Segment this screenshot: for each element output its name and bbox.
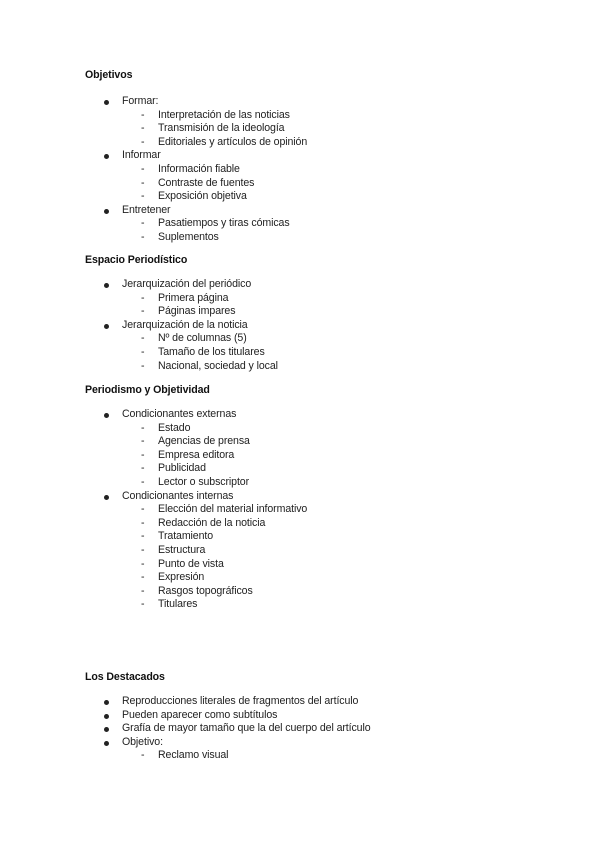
sub-list-item: - Titulares — [0, 598, 307, 612]
section-list — [0, 408, 307, 612]
list-item: Reproducciones literales de fragmentos del artículo — [0, 695, 371, 709]
sub-list-item: - Nacional, sociedad y local — [0, 360, 278, 374]
sub-list-item: - Tamaño de los titulares — [0, 346, 278, 360]
list-item: Formar: — [0, 95, 307, 109]
section-heading: Los Destacados — [85, 671, 165, 683]
list-item: Entretener — [0, 204, 307, 218]
sub-list-item: - Nº de columnas (5) — [0, 332, 278, 346]
sub-list-item: - Interpretación de las noticias — [0, 109, 307, 123]
sub-list-item: - Agencias de prensa — [0, 435, 307, 449]
section-heading: Espacio Periodístico — [85, 254, 188, 266]
sub-list-item: - Transmisión de la ideología — [0, 122, 307, 136]
sub-list-item: - Tratamiento — [0, 530, 307, 544]
list-item: Pueden aparecer como subtítulos — [0, 709, 371, 723]
sub-list-item: - Empresa editora — [0, 449, 307, 463]
sub-list-item: - Elección del material informativo — [0, 503, 307, 517]
sub-list-item: - Redacción de la noticia — [0, 517, 307, 531]
sub-list-item: - Estado — [0, 422, 307, 436]
list-item: Grafía de mayor tamaño que la del cuerpo del artículo — [0, 722, 371, 736]
sub-list-item: - Expresión — [0, 571, 307, 585]
list-item: Condicionantes internas — [0, 490, 307, 504]
list-item: Objetivo: — [0, 736, 371, 750]
list-item: Jerarquización del periódico — [0, 278, 278, 292]
sub-list-item: - Lector o subscriptor — [0, 476, 307, 490]
list-item: Informar — [0, 149, 307, 163]
sub-list-item: - Punto de vista — [0, 558, 307, 572]
section-list — [0, 95, 307, 245]
sub-list-item: - Exposición objetiva — [0, 190, 307, 204]
sub-list-item: - Rasgos topográficos — [0, 585, 307, 599]
sub-list-item: - Información fiable — [0, 163, 307, 177]
section-heading: Objetivos — [85, 69, 133, 81]
section-list — [0, 278, 278, 373]
list-item: Condicionantes externas — [0, 408, 307, 422]
sub-list-item: - Páginas impares — [0, 305, 278, 319]
sub-list-item: - Contraste de fuentes — [0, 177, 307, 191]
section-heading: Periodismo y Objetividad — [85, 384, 210, 396]
sub-list-item: - Primera página — [0, 292, 278, 306]
sub-list-item: - Reclamo visual — [0, 749, 371, 763]
sub-list-item: - Editoriales y artículos de opinión — [0, 136, 307, 150]
sub-list-item: - Estructura — [0, 544, 307, 558]
section-list — [0, 695, 371, 763]
sub-list-item: - Pasatiempos y tiras cómicas — [0, 217, 307, 231]
list-item: Jerarquización de la noticia — [0, 319, 278, 333]
sub-list-item: - Suplementos — [0, 231, 307, 245]
sub-list-item: - Publicidad — [0, 462, 307, 476]
